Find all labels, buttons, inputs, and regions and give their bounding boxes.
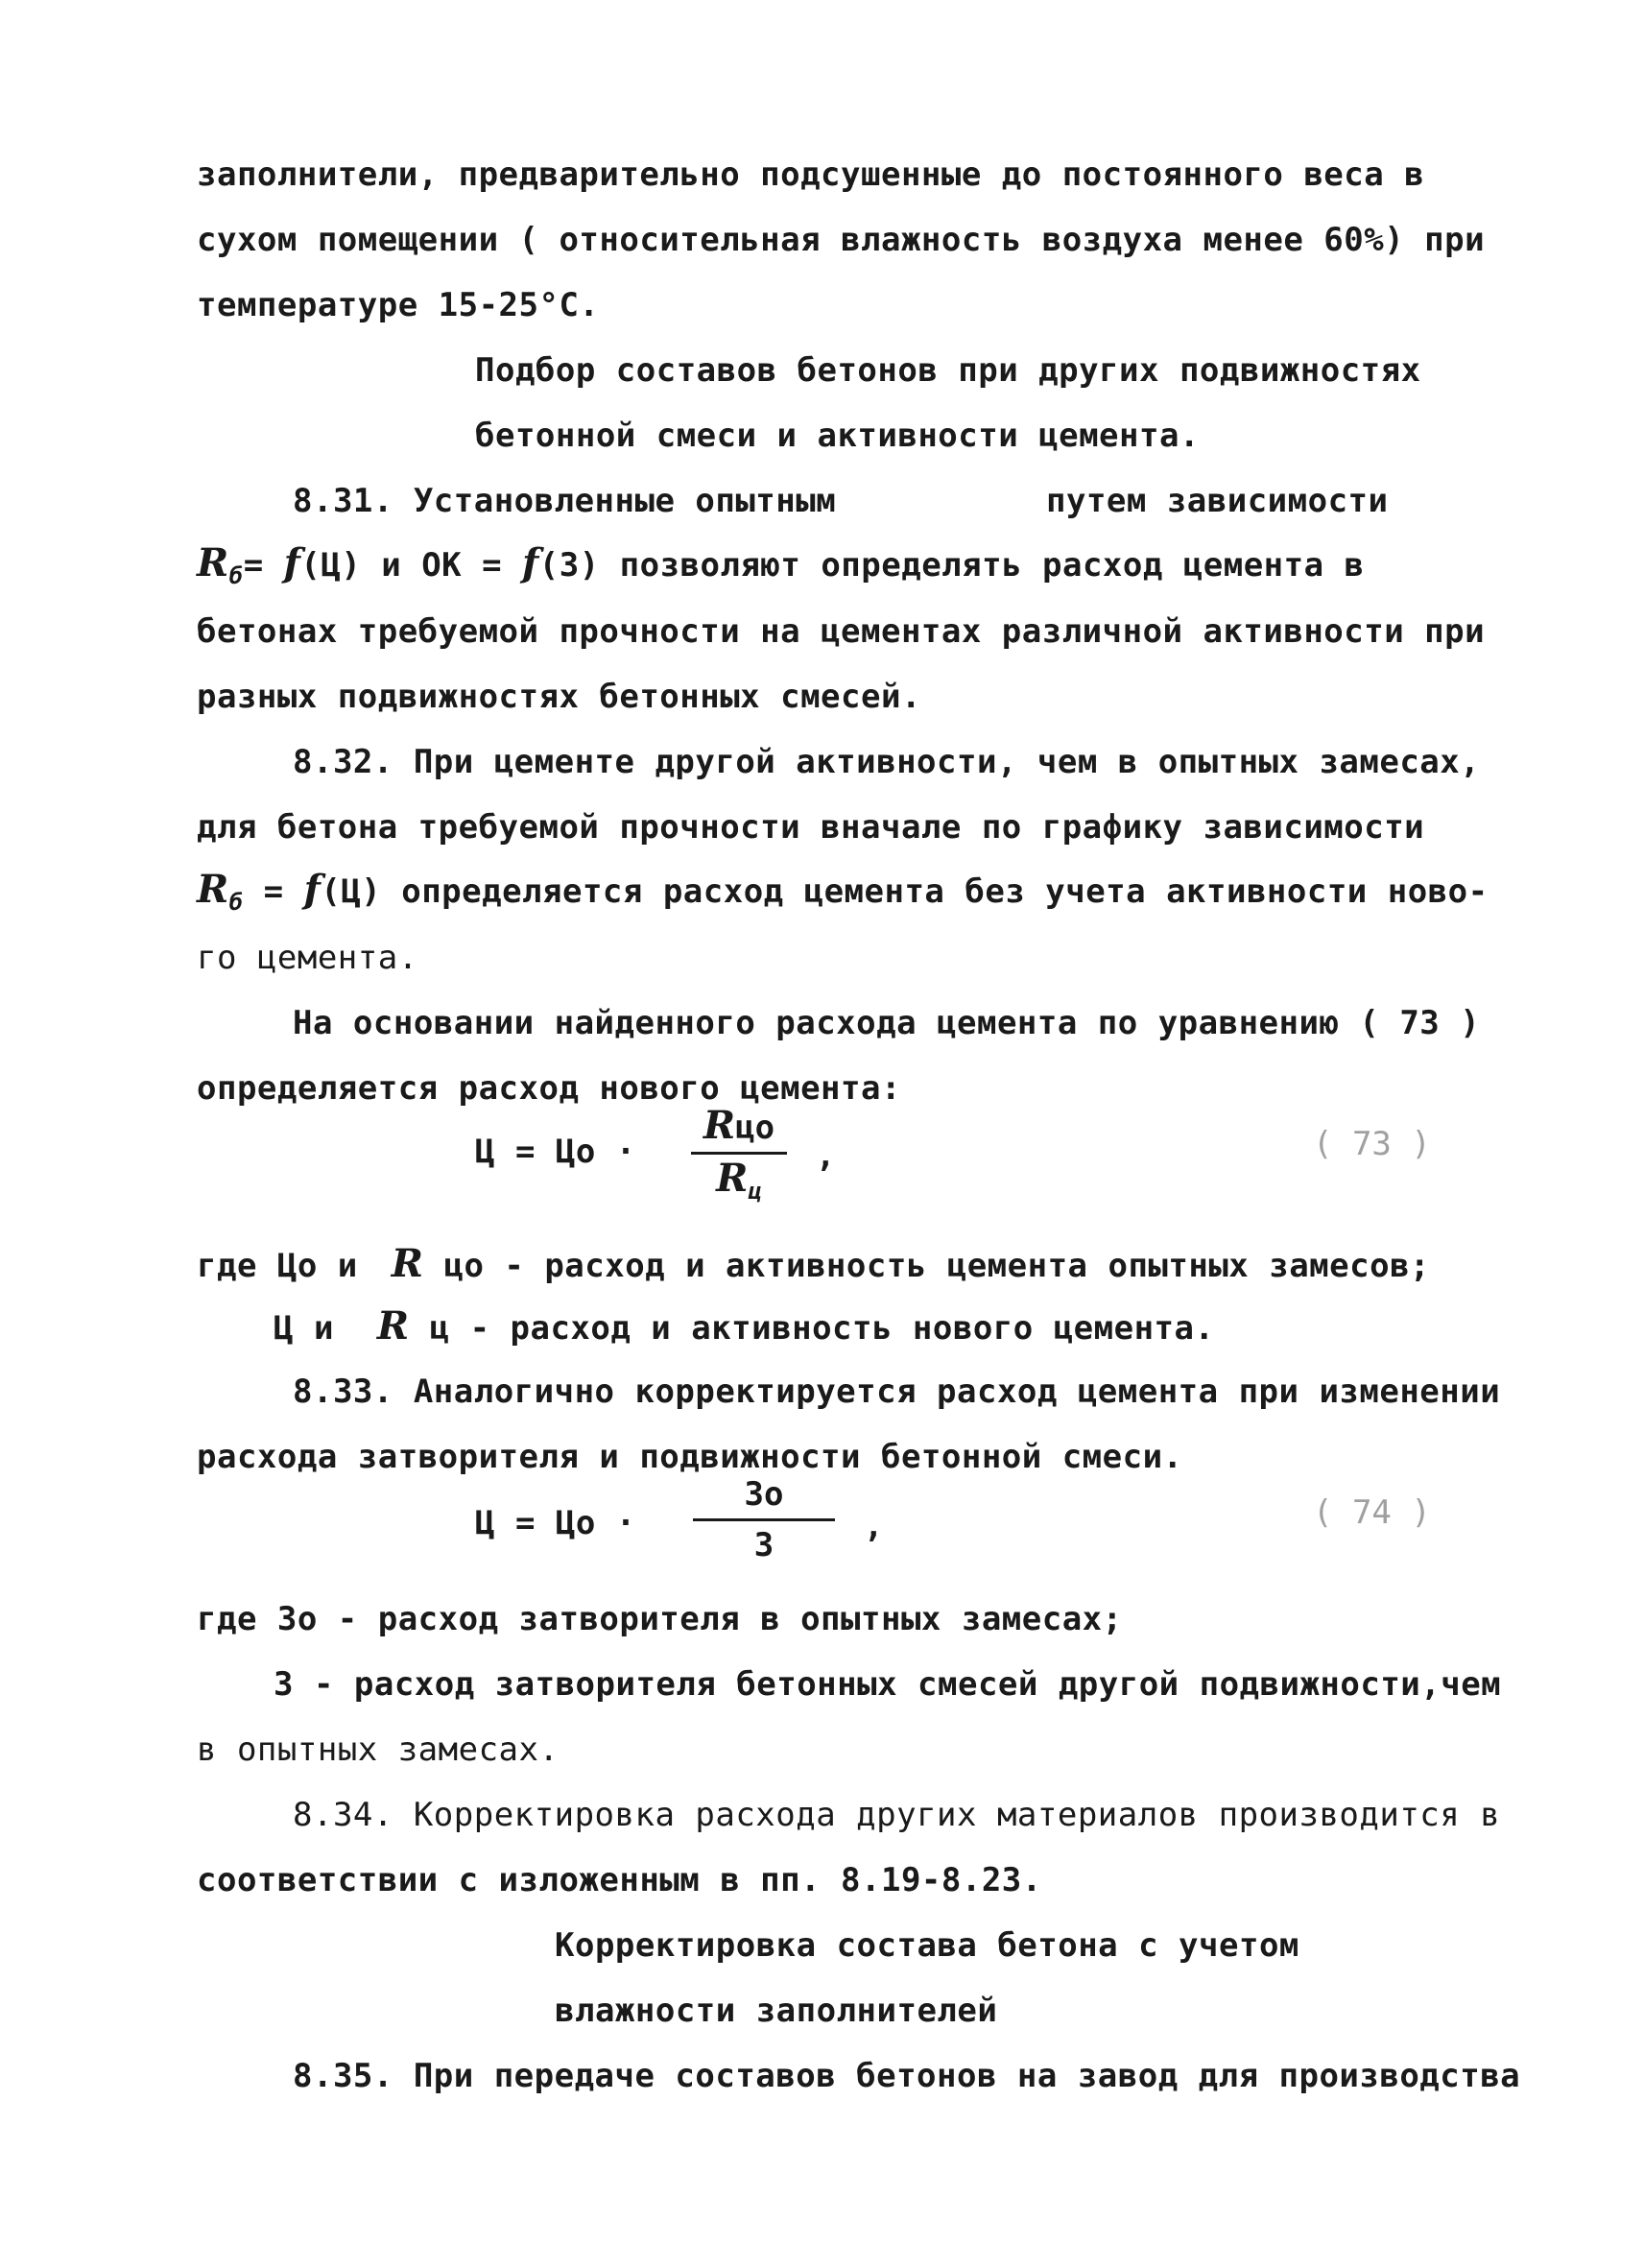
- text-line: З - расход затворителя бетонных смесей другой подвижности,чем: [274, 1665, 1502, 1704]
- text-line: сухом помещении ( относительная влажность воздуха менее 60%) при: [197, 221, 1486, 259]
- math-symbol-r: R: [703, 1103, 736, 1148]
- math-symbol-r: R: [391, 1241, 424, 1286]
- formula-line: [197, 869, 1489, 923]
- text-line: где Зо - расход затворителя в опытных замесах;: [197, 1600, 1123, 1638]
- math-equals: =: [243, 546, 284, 585]
- text-run: (Ц) определяется расход цемента без учета активности ново-: [321, 872, 1489, 911]
- equation-lhs: Ц = Цо ·: [475, 1504, 636, 1542]
- equation-number: ( 74 ): [1313, 1493, 1431, 1532]
- formula-line: [197, 542, 1365, 597]
- math-function-f: f: [283, 540, 301, 585]
- equation-number: ( 73 ): [1313, 1125, 1431, 1163]
- text-run: цо - расход и активность цемента опытных замесов;: [443, 1247, 1431, 1285]
- math-equals: =: [243, 872, 304, 911]
- math-subscript: б: [228, 562, 244, 589]
- text-line: бетонах требуемой прочности на цементах различной активности при: [197, 612, 1486, 651]
- text-line: го цемента.: [197, 939, 418, 977]
- fraction-denominator: [691, 1155, 787, 1215]
- math-subscript: ц: [748, 1178, 762, 1205]
- text-line: разных подвижностях бетонных смесей.: [197, 678, 921, 716]
- fraction-numerator: [691, 1102, 787, 1152]
- text-line: расхода затворителя и подвижности бетонной смеси.: [197, 1438, 1183, 1476]
- text-line: температуре 15-25°С.: [197, 286, 600, 324]
- text-run: (3) позволяют определять расход цемента в: [538, 546, 1365, 585]
- text-line: 8.31. Установленные опытным: [293, 482, 837, 520]
- text-run: Ц и: [274, 1309, 334, 1348]
- text-line: для бетона требуемой прочности вначале по графику зависимости: [197, 808, 1425, 847]
- math-symbol-r: R: [716, 1156, 749, 1201]
- fraction-numerator: Зо: [744, 1475, 784, 1514]
- math-subscript: цо: [735, 1109, 775, 1147]
- text-line: заполнители, предварительно подсушенные до постоянного веса в: [197, 155, 1425, 194]
- math-symbol-r: R: [197, 540, 229, 585]
- text-line: 8.35. При передаче составов бетонов на завод для производства: [293, 2057, 1521, 2095]
- formula-line: [274, 1305, 1214, 1349]
- fraction-denominator: З: [753, 1526, 774, 1564]
- text-line: путем зависимости: [1046, 482, 1389, 520]
- formula-line: [197, 1243, 1430, 1287]
- text-line: определяется расход нового цемента:: [197, 1069, 901, 1108]
- text-run: где Цо и: [197, 1247, 358, 1285]
- text-run: ц - расход и активность нового цемента.: [429, 1309, 1215, 1348]
- text-line: в опытных замесах.: [197, 1731, 560, 1769]
- equation-comma: ,: [816, 1136, 836, 1175]
- section-heading: Корректировка состава бетона с учетом: [555, 1926, 1299, 1965]
- equation-lhs: Ц = Цо ·: [475, 1133, 636, 1171]
- math-symbol-r: R: [376, 1303, 410, 1349]
- section-heading: влажности заполнителей: [555, 1992, 998, 2030]
- math-subscript: б: [228, 889, 244, 916]
- math-argument: (Ц) и ОК =: [300, 546, 523, 585]
- text-line: соответствии с изложенным в пп. 8.19-8.23.: [197, 1861, 1042, 1899]
- fraction: [693, 1470, 835, 1569]
- math-function-f: f: [522, 540, 539, 585]
- equation-comma: ,: [864, 1507, 884, 1545]
- math-symbol-r: R: [197, 867, 229, 912]
- section-heading: Подбор составов бетонов при других подвижностях: [475, 351, 1421, 390]
- math-function-f: f: [303, 867, 322, 912]
- text-line: 8.32. При цементе другой активности, чем в опытных замесах,: [293, 743, 1481, 781]
- section-heading: бетонной смеси и активности цемента.: [475, 417, 1200, 455]
- text-line: 8.33. Аналогично корректируется расход цемента при изменении: [293, 1373, 1501, 1411]
- text-line: 8.34. Корректировка расхода других материалов производится в: [293, 1796, 1501, 1834]
- text-line: На основании найденного расхода цемента по уравнению ( 73 ): [293, 1004, 1481, 1042]
- fraction: [691, 1102, 787, 1215]
